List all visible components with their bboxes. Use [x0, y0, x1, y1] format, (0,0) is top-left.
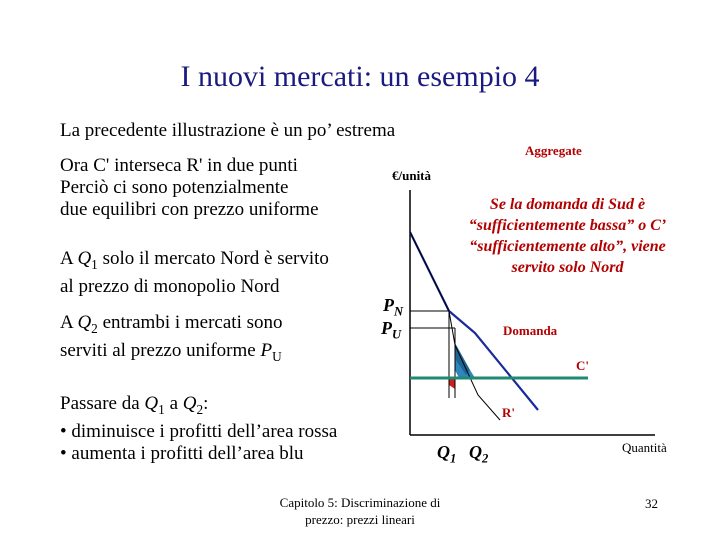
bullet-blue-area: • aumenta i profitti dell’area blu — [60, 442, 304, 464]
y-axis-label: €/unità — [392, 168, 432, 183]
p3-line2: serviti al prezzo uniforme $P_U$ — [60, 339, 282, 364]
cost-label: C' — [576, 358, 589, 373]
p1-line3: due equilibri con prezzo uniforme — [60, 199, 319, 220]
q2-label: $Q_2$ — [469, 442, 489, 466]
p1-line2: Perciò ci sono potenzialmente — [60, 177, 289, 198]
p1-line1: Ora C' interseca R' in due punti — [60, 155, 298, 176]
slide-title: I nuovi mercati: un esempio 4 — [180, 60, 540, 93]
bullet-red-area: • diminuisce i profitti dell’area rossa — [60, 420, 338, 442]
chart-note: Se la domanda di Sud è “sufficientemente bassa” o C’ “sufficientemente alto”, viene servito solo Nord — [468, 196, 667, 276]
p2-line1: A $Q_1$ solo il mercato Nord è servito — [60, 248, 329, 272]
intro-text: La precedente illustrazione è un po’ estrema — [60, 120, 396, 141]
page-number: 32 — [645, 496, 658, 511]
pu-label: $P_U$ — [381, 318, 402, 342]
x-axis-label: Quantità — [622, 440, 667, 455]
p4-line1: Passare da $Q_1$ a $Q_2$: — [60, 393, 209, 417]
demand-label: Domanda — [503, 323, 558, 338]
aggregate-label: Aggregate — [525, 143, 582, 158]
revenue-label: R' — [502, 405, 515, 420]
pn-label: $P_N$ — [383, 295, 404, 319]
footer-line2: prezzo: prezzi lineari — [305, 512, 415, 527]
q1-label: $Q_1$ — [437, 442, 457, 466]
footer-line1: Capitolo 5: Discriminazione di — [279, 495, 441, 510]
p2-line2: al prezzo di monopolio Nord — [60, 275, 280, 297]
footer — [255, 494, 465, 528]
p3-line1: A $Q_2$ entrambi i mercati sono — [60, 312, 283, 336]
